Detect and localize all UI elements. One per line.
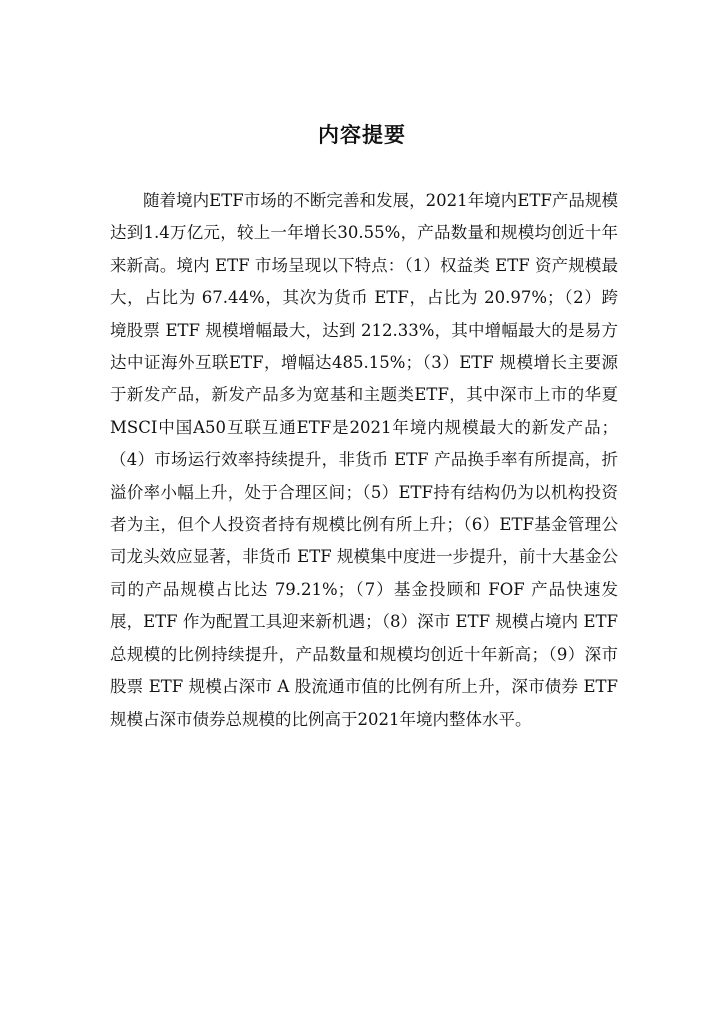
page-title: 内容提要 [318,123,406,147]
summary-paragraph: 随着境内ETF市场的不断完善和发展，2021年境内ETF产品规模达到1.4万亿元，较上一年增长30.55%，产品数量和规模均创近十年来新高。境内 ETF 市场呈现以下特点：（1）权益类 ETF 资产规模最大，占比为 67.44%，其次为货币 ETF，占比为 20.97%；（2）跨境股票 ETF 规模增幅最大，达到 212.33%，其中增幅最大的是易方达中证海外互联ETF，增幅达485.15%；（3）ETF 规模增长主要源于新发产品，新发产品多为宽基和主题类ETF，其中深市上市的华夏MSCI中国A50互联互通ETF是2021年境内规模最大的新发产品；（4）市场运行效率持续提升，非货币 ETF 产品换手率有所提高，折溢价率小幅上升，处于合理区间；（5）ETF持有结构仍为以机构投资者为主，但个人投资者持有规模比例有所上升；（6）ETF基金管理公司龙头效应显著，非货币 ETF 规模集中度进一步提升，前十大基金公司的产品规模占比达 79.21%；（7）基金投顾和 FOF 产品快速发展，ETF 作为配置工具迎来新机遇；（8）深市 ETF 规模占境内 ETF 总规模的比例持续提升，产品数量和规模均创近十年新高；（9）深市股票 ETF 规模占深市 A 股流通市值的比例有所上升，深市债券 ETF 规模占深市债券总规模的比例高于2021年境内整体水平。 [110,191,618,729]
